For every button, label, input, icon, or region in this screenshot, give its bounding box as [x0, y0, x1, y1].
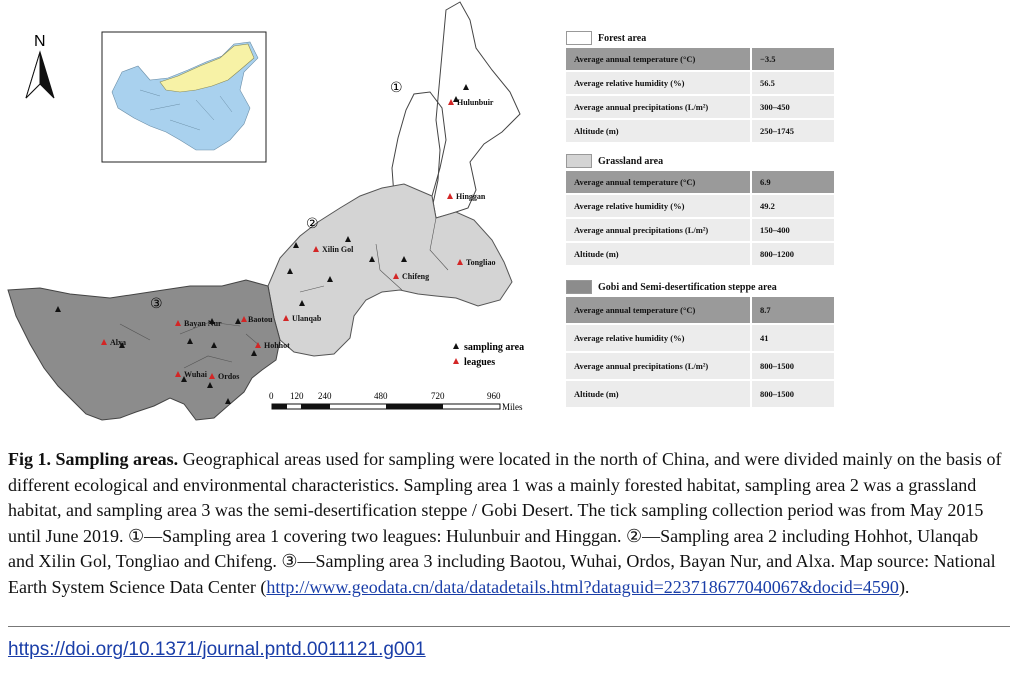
grassland-area-region [268, 184, 512, 356]
legend-leagues: leagues [464, 357, 496, 368]
league-label-bayan-nur: Bayan Nur [184, 319, 222, 328]
doi-link[interactable]: https://doi.org/10.1371/journal.pntd.0011121.g001 [8, 639, 426, 660]
grassland-humidity-value: 49.2 [750, 195, 834, 217]
grassland-humidity-label: Average relative humidity (%) [566, 195, 750, 217]
gobi-precip-label: Average annual precipitations (L/m²) [566, 353, 750, 379]
league-label-xilin-gol: Xilin Gol [322, 245, 354, 254]
gobi-altitude-value: 800–1500 [750, 381, 834, 407]
league-label-alxa: Alxa [110, 338, 126, 347]
gobi-temp-value: 8.7 [750, 297, 834, 323]
grassland-precip-label: Average annual precipitations (L/m²) [566, 219, 750, 241]
grassland-altitude-value: 800–1200 [750, 243, 834, 265]
table-title-forest: Forest area [598, 32, 647, 44]
scale-tick-480: 480 [374, 391, 388, 401]
scale-bar [269, 391, 523, 412]
forest-humidity-label: Average relative humidity (%) [566, 72, 750, 94]
gobi-temp-label: Average annual temperature (°C) [566, 297, 750, 323]
table-title-grassland: Grassland area [598, 155, 664, 167]
gobi-swatch [566, 280, 592, 294]
grassland-altitude-label: Altitude (m) [566, 243, 750, 265]
gobi-altitude-label: Altitude (m) [566, 381, 750, 407]
league-label-tongliao: Tongliao [466, 258, 496, 267]
divider [8, 626, 1010, 627]
map [0, 0, 560, 430]
forest-area-region [392, 2, 520, 218]
table-title-gobi: Gobi and Semi-desertification steppe area [598, 281, 777, 293]
gobi-humidity-value: 41 [750, 325, 834, 351]
gobi-humidity-label: Average relative humidity (%) [566, 325, 750, 351]
forest-humidity-value: 56.5 [750, 72, 834, 94]
forest-precip-value: 300–450 [750, 96, 834, 118]
league-label-baotou: Baotou [248, 315, 273, 324]
forest-altitude-label: Altitude (m) [566, 120, 750, 142]
table-gobi [566, 277, 834, 409]
caption-label: Fig 1. [8, 449, 51, 469]
caption-source-link[interactable]: http://www.geodata.cn/data/datadetails.html?dataguid=223718677040067&docid=4590 [266, 576, 899, 597]
figure-caption [8, 447, 1008, 600]
league-label-wuhai: Wuhai [184, 370, 207, 379]
grassland-swatch [566, 154, 592, 168]
scale-tick-720: 720 [431, 391, 445, 401]
grassland-precip-value: 150–400 [750, 219, 834, 241]
area-marker-1: ① [390, 80, 403, 96]
north-label: N [34, 33, 46, 50]
scale-tick-960: 960 [487, 391, 501, 401]
area-marker-2: ② [306, 216, 319, 232]
map-legend [453, 342, 524, 368]
caption-tail: ). [898, 576, 910, 597]
sampling-area-legend-icon [453, 343, 459, 349]
league-label-ulanqab: Ulanqab [292, 314, 322, 323]
league-legend-icon [453, 358, 459, 364]
gobi-area-region [8, 280, 280, 420]
league-label-hulunbuir: Hulunbuir [457, 98, 494, 107]
scale-tick-0: 0 [269, 391, 274, 401]
league-label-hinggan: Hinggan [456, 192, 486, 201]
caption-title: Sampling areas. [55, 449, 179, 469]
scale-tick-240: 240 [318, 391, 332, 401]
grassland-temp-label: Average annual temperature (°C) [566, 171, 750, 193]
area-marker-3: ③ [150, 296, 163, 312]
table-forest [566, 28, 834, 144]
league-label-chifeng: Chifeng [402, 272, 430, 281]
caption-body: Geographical areas used for sampling were located in the north of China, and were divided mainly on the basis of different ecological and environmental characteristics. Sampling area 1 was a mainly forested habitat, sampling area 2 was a grassland habitat, and sampling area 3 was the semi-desertification steppe / Gobi Desert. The tick sampling collection period was from May 2015 until June 2019. ①—Sampling area 1 covering two leagues: Hulunbuir and Hinggan. ②—Sampling area 2 including Hohhot, Ulanqab and Xilin Gol, Tongliao and Chifeng. ③—Sampling area 3 including Baotou, Wuhai, Ordos, Bayan Nur, and Alxa. Map source: National Earth System Science Data Center ( [8, 449, 1002, 597]
scale-unit: Miles [502, 402, 523, 412]
scale-tick-120: 120 [290, 391, 304, 401]
forest-swatch [566, 31, 592, 45]
league-label-hohhot: Hohhot [264, 341, 290, 350]
inset-china-map [102, 32, 266, 162]
gobi-precip-value: 800–1500 [750, 353, 834, 379]
forest-precip-label: Average annual precipitations (L/m²) [566, 96, 750, 118]
forest-altitude-value: 250–1745 [750, 120, 834, 142]
table-grassland [566, 151, 834, 267]
forest-temp-label: Average annual temperature (°C) [566, 48, 750, 70]
legend-sampling-area: sampling area [464, 342, 525, 353]
league-label-ordos: Ordos [218, 372, 240, 381]
grassland-temp-value: 6.9 [750, 171, 834, 193]
forest-temp-value: −3.5 [750, 48, 834, 70]
